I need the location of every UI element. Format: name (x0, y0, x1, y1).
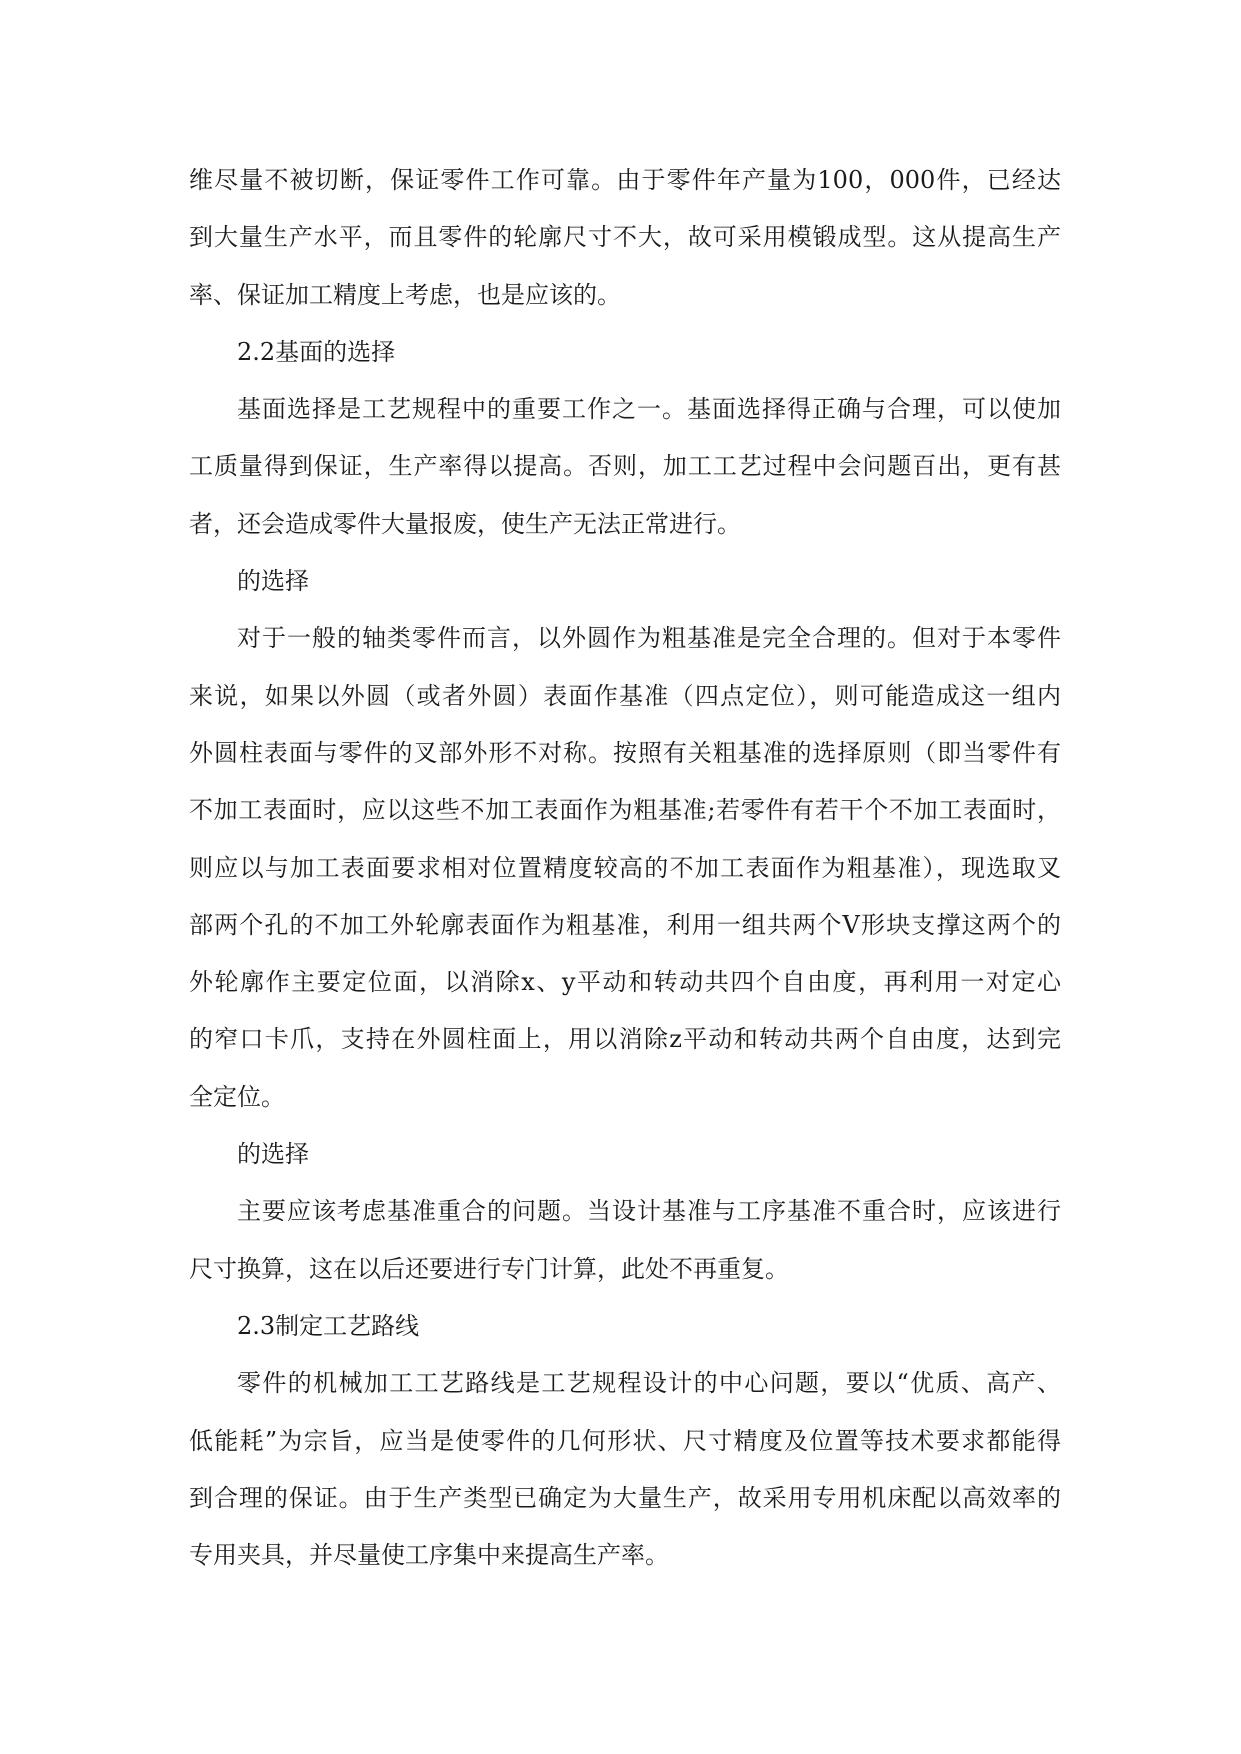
text-line: 部两个孔的不加工外轮廓表面作为粗基准，利用一组共两个V形块支撑这两个的 (189, 910, 1061, 939)
text-line: 工质量得到保证，生产率得以提高。否则，加工工艺过程中会问题百出，更有甚 (189, 452, 1061, 481)
text-line: 的窄口卡爪，支持在外圆柱面上，用以消除z平动和转动共两个自由度，达到完 (189, 1025, 1061, 1054)
section-heading: 2.3制定工艺路线 (237, 1311, 420, 1340)
document-body (189, 152, 1061, 1584)
text-line: 基面选择是工艺规程中的重要工作之一。基面选择得正确与合理，可以使加 (237, 395, 1061, 424)
text-line: 零件的机械加工工艺路线是工艺规程设计的中心问题，要以“优质、高产、 (237, 1369, 1061, 1398)
text-line: 到合理的保证。由于生产类型已确定为大量生产，故采用专用机床配以高效率的 (189, 1483, 1061, 1512)
text-line: 主要应该考虑基准重合的问题。当设计基准与工序基准不重合时，应该进行 (237, 1197, 1061, 1226)
text-line: 外轮廓作主要定位面，以消除x、y平动和转动共四个自由度，再利用一对定心 (189, 968, 1061, 997)
section-heading-2-3 (189, 1298, 1061, 1355)
paragraph (189, 1355, 1061, 1584)
text-line: 外圆柱表面与零件的叉部外形不对称。按照有关粗基准的选择原则（即当零件有 (189, 738, 1061, 767)
section-heading: 2.2基面的选择 (237, 337, 396, 366)
subsection-heading: 的选择 (237, 1140, 309, 1169)
subsection-heading: 的选择 (237, 567, 309, 596)
section-heading-2-2 (189, 324, 1061, 381)
text-line: 不加工表面时，应以这些不加工表面作为粗基准;若零件有若干个不加工表面时， (189, 796, 1061, 825)
text-line: 维尽量不被切断，保证零件工作可靠。由于零件年产量为100，000件，已经达 (189, 166, 1061, 194)
text-line: 到大量生产水平，而且零件的轮廓尺寸不大，故可采用模锻成型。这从提高生产 (189, 223, 1061, 252)
paragraph-continued (189, 152, 1061, 324)
text-line: 来说，如果以外圆（或者外圆）表面作基准（四点定位），则可能造成这一组内 (189, 681, 1061, 710)
text-line: 则应以与加工表面要求相对位置精度较高的不加工表面作为粗基准），现选取叉 (189, 853, 1061, 882)
text-line: 者，还会造成零件大量报废，使生产无法正常进行。 (189, 509, 741, 538)
text-line: 低能耗”为宗旨，应当是使零件的几何形状、尺寸精度及位置等技术要求都能得 (189, 1426, 1061, 1455)
text-line: 专用夹具，并尽量使工序集中来提高生产率。 (189, 1541, 669, 1570)
paragraph (189, 381, 1061, 553)
text-line: 全定位。 (189, 1082, 285, 1111)
paragraph (189, 610, 1061, 1126)
text-line: 对于一般的轴类零件而言，以外圆作为粗基准是完全合理的。但对于本零件 (237, 624, 1061, 653)
subsection-heading-rough-datum (189, 553, 1061, 610)
text-line: 率、保证加工精度上考虑，也是应该的。 (189, 280, 621, 309)
paragraph (189, 1183, 1061, 1298)
subsection-heading-fine-datum (189, 1126, 1061, 1183)
text-line: 尺寸换算，这在以后还要进行专门计算，此处不再重复。 (189, 1254, 789, 1283)
